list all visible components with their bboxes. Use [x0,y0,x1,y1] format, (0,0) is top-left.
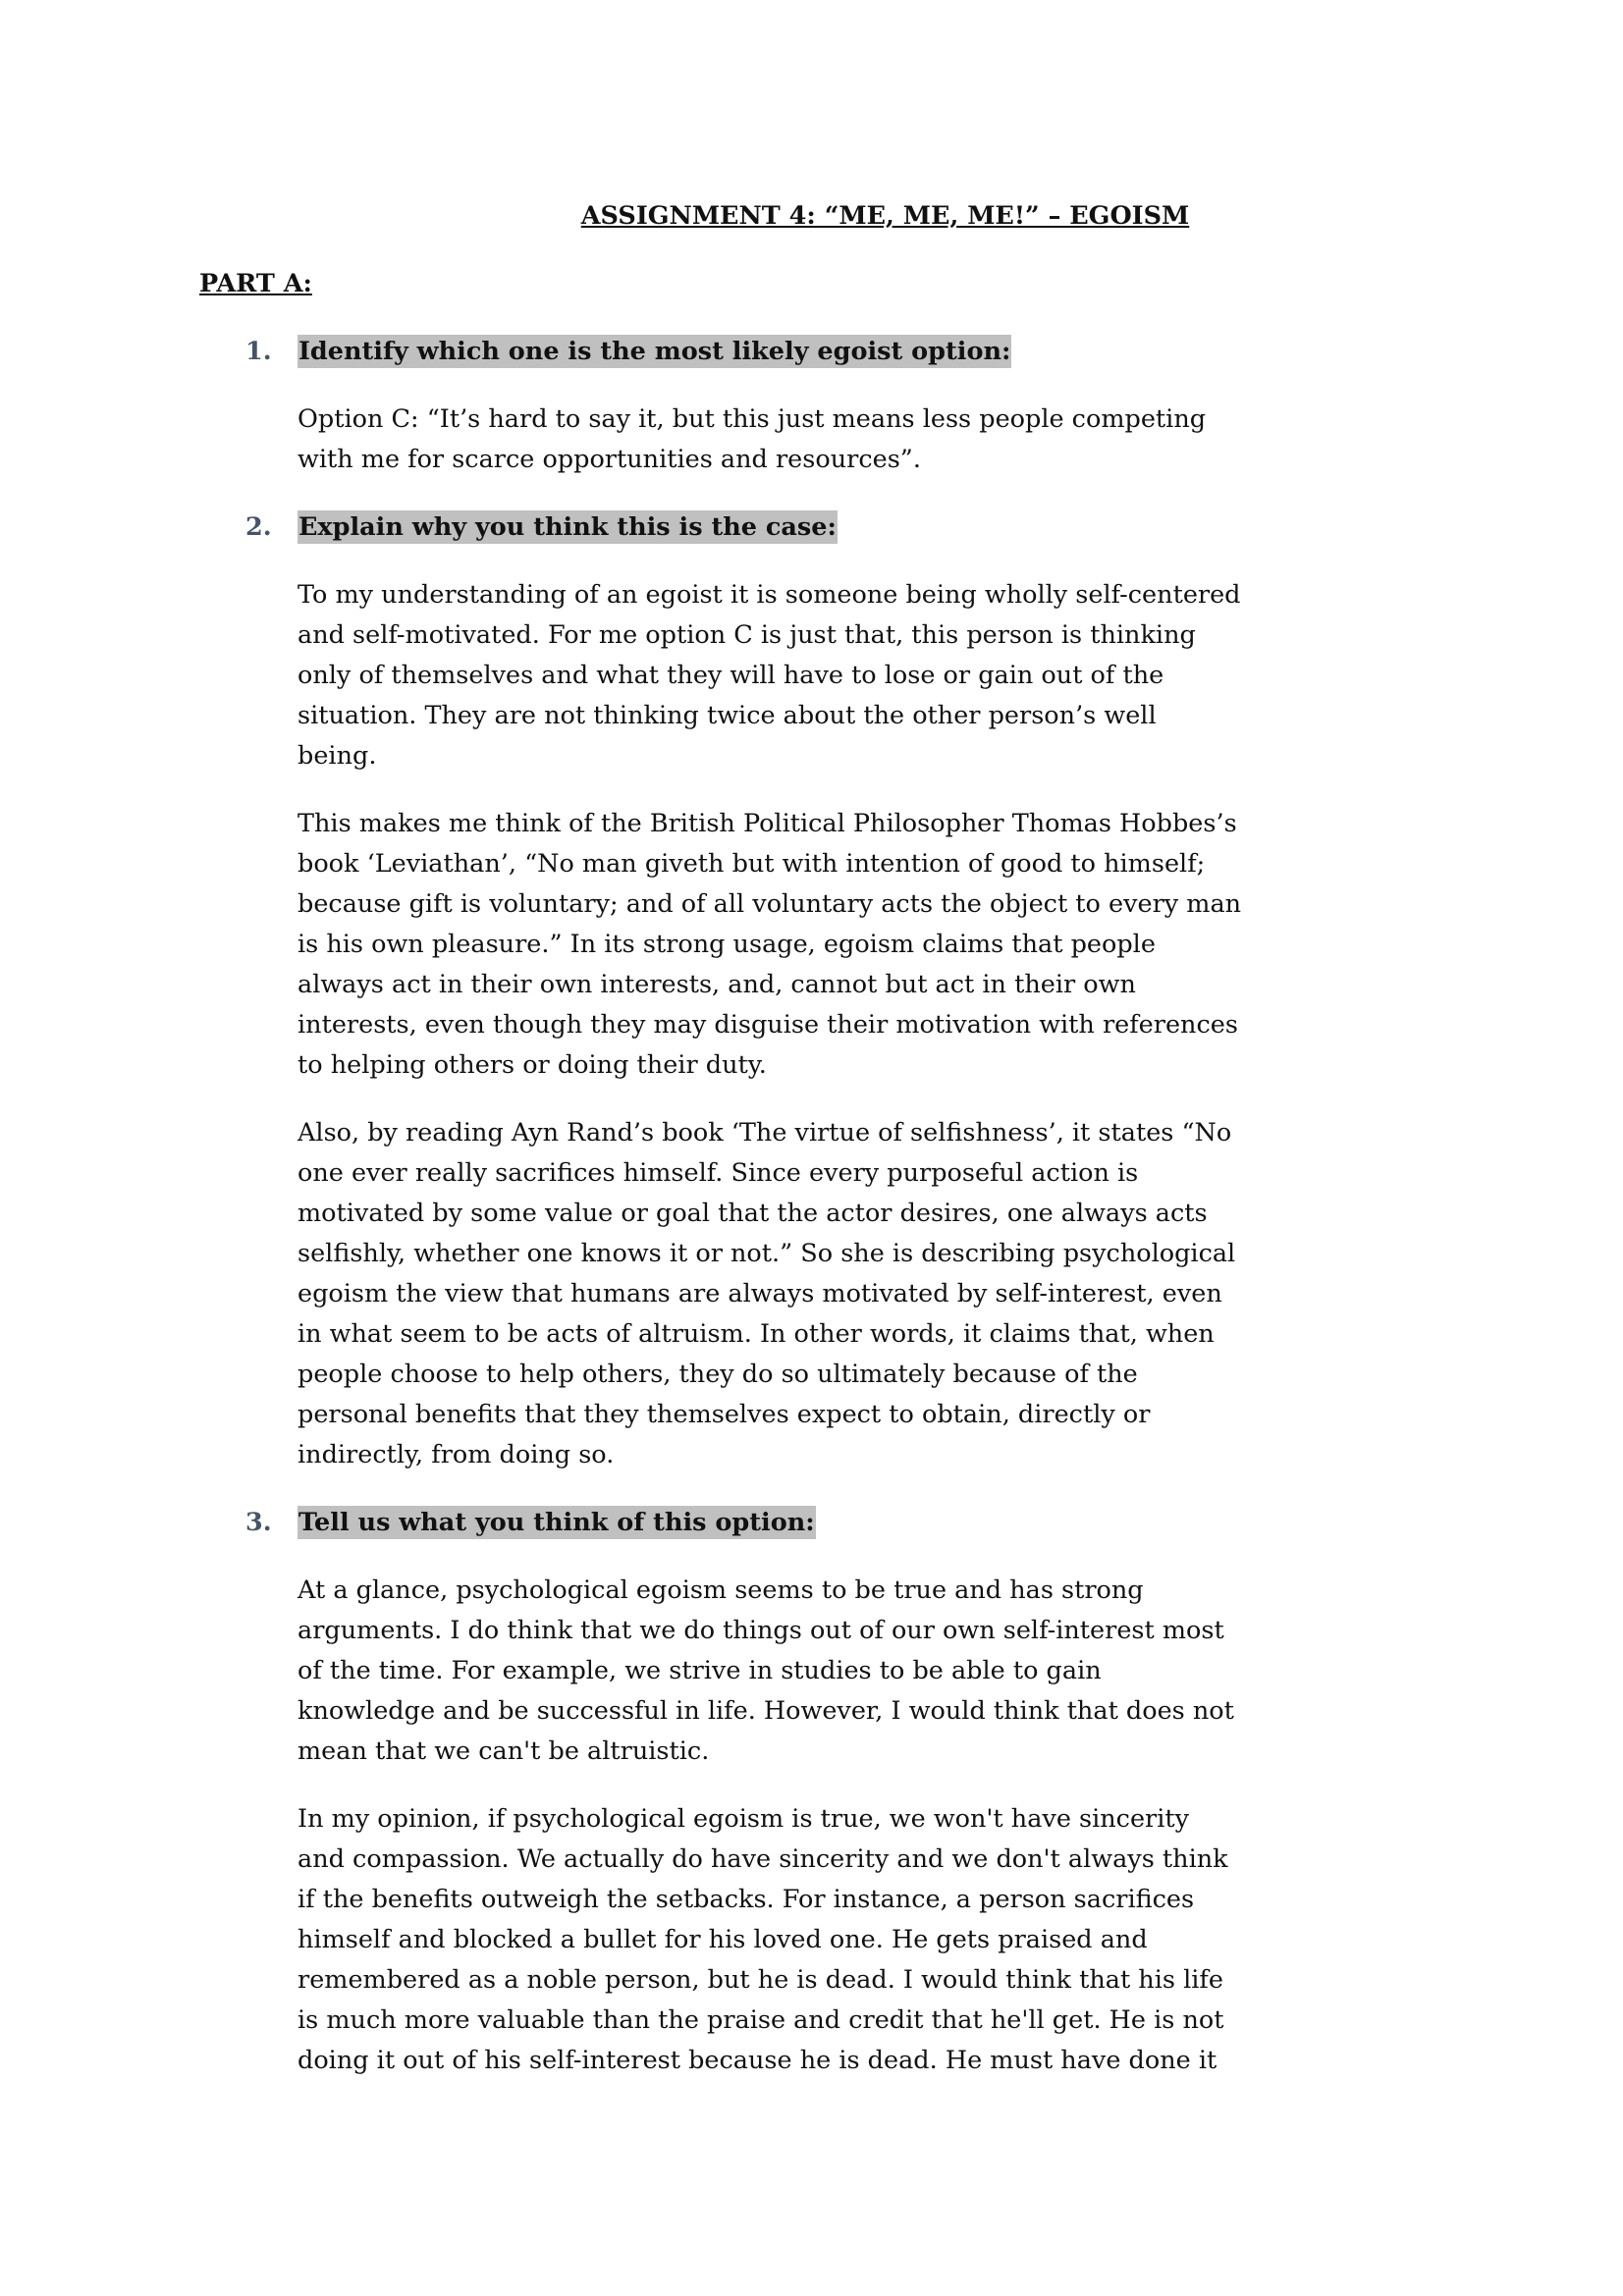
paragraph-line: to helping others or doing their duty. [298,1050,767,1080]
question-heading [245,507,1623,548]
answer-paragraph [298,1799,1623,2081]
paragraph-line: with me for scarce opportunities and resources”. [298,445,921,474]
paragraph-line: indirectly, from doing so. [298,1440,615,1469]
paragraph-line: being. [298,741,377,771]
paragraph-line: always act in their own interests, and, cannot but act in their own [298,970,1136,999]
paragraph-line: To my understanding of an egoist it is someone being wholly self-centered [298,580,1241,610]
paragraph-line: people choose to help others, they do so ultimately because of the [298,1360,1138,1389]
question-text: Identify which one is the most likely egoist option: [298,337,1011,366]
question-text: Tell us what you think of this option: [298,1508,815,1537]
question-number: 1. [245,337,272,366]
paragraph-line: selfishly, whether one knows it or not.” So she is describing psychological [298,1239,1236,1268]
paragraph-line: if the benefits outweigh the setbacks. For instance, a person sacrifices [298,1885,1195,1914]
answer-paragraph [298,1571,1623,1772]
paragraph-line: Option C: “It’s hard to say it, but this just means less people competing [298,404,1207,434]
paragraph-line: and self-motivated. For me option C is just that, this person is thinking [298,620,1196,650]
paragraph-line: mean that we can't be altruistic. [298,1736,710,1766]
paragraph-line: because gift is voluntary; and of all voluntary acts the object to every man [298,889,1242,919]
answer-paragraph [298,400,1623,480]
paragraph-line: only of themselves and what they will have to lose or gain out of the [298,661,1164,690]
question-number: 3. [245,1508,272,1537]
paragraph-line: egoism the view that humans are always motivated by self-interest, even [298,1279,1222,1308]
question-number: 2. [245,512,272,542]
answer-paragraph [298,575,1623,776]
paragraph-line: himself and blocked a bullet for his loved one. He gets praised and [298,1925,1148,1954]
answer-paragraph [298,804,1623,1086]
paragraph-line: and compassion. We actually do have sincerity and we don't always think [298,1844,1228,1874]
document-title: ASSIGNMENT 4: “ME, ME, ME!” – EGOISM [580,201,1190,231]
paragraph-line: one ever really sacrifices himself. Since every purposeful action is [298,1158,1139,1188]
paragraph-line: In my opinion, if psychological egoism is true, we won't have sincerity [298,1804,1190,1834]
paragraph-line: knowledge and be successful in life. However, I would think that does not [298,1696,1234,1726]
document-body [0,332,1623,2109]
paragraph-line: motivated by some value or goal that the actor desires, one always acts [298,1199,1208,1228]
paragraph-line: is much more valuable than the praise and credit that he'll get. He is not [298,2005,1224,2035]
answer-paragraph [298,1113,1623,1475]
question-heading [245,332,1623,372]
paragraph-line: in what seem to be acts of altruism. In other words, it claims that, when [298,1319,1215,1349]
paragraph-line: arguments. I do think that we do things out of our own self-interest most [298,1616,1224,1645]
paragraph-line: of the time. For example, we strive in studies to be able to gain [298,1656,1102,1685]
paragraph-line: personal benefits that they themselves expect to obtain, directly or [298,1400,1151,1429]
paragraph-line: book ‘Leviathan’, “No man giveth but with intention of good to himself; [298,849,1206,879]
question-text: Explain why you think this is the case: [298,512,837,542]
paragraph-line: Also, by reading Ayn Rand’s book ‘The virtue of selfishness’, it states “No [298,1118,1232,1148]
paragraph-line: doing it out of his self-interest because he is dead. He must have done it [298,2046,1217,2075]
paragraph-line: interests, even though they may disguise their motivation with references [298,1010,1238,1040]
paragraph-line: remembered as a noble person, but he is dead. I would think that his life [298,1965,1223,1995]
question-heading [245,1503,1623,1543]
paragraph-line: At a glance, psychological egoism seems to be true and has strong [298,1575,1144,1605]
paragraph-line: is his own pleasure.” In its strong usage, egoism claims that people [298,930,1156,959]
paragraph-line: situation. They are not thinking twice about the other person’s well [298,701,1157,730]
paragraph-line: This makes me think of the British Political Philosopher Thomas Hobbes’s [298,809,1237,838]
section-heading-part-a: PART A: [199,269,312,298]
